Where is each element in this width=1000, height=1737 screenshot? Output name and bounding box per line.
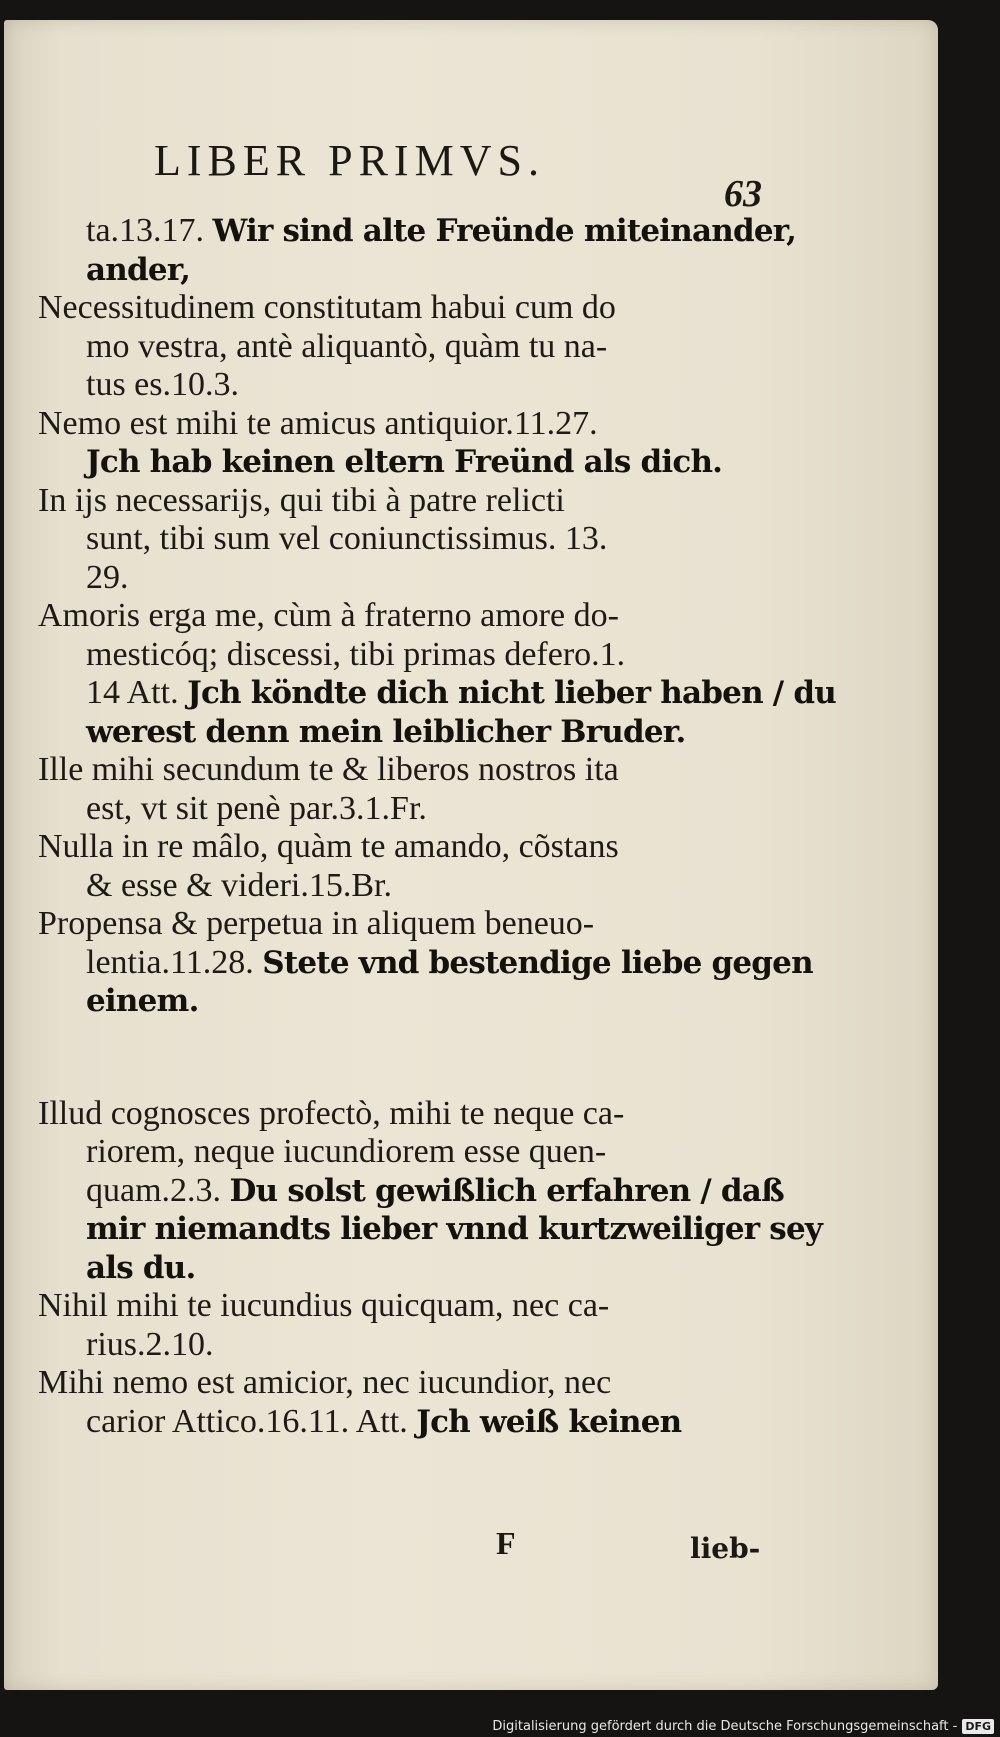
latin-segment: Nihil mihi te iucundius quicquam, nec ca- — [38, 1287, 610, 1324]
latin-segment: 29. — [86, 558, 129, 596]
latin-segment: mesticóq; discessi, tibi primas defero.1. — [86, 635, 626, 673]
running-head: LIBER PRIMVS. — [154, 136, 545, 185]
text-line — [38, 1287, 768, 1326]
folio-number: 63 — [724, 173, 762, 215]
text-line — [38, 674, 836, 713]
text-line — [38, 1171, 784, 1211]
german-fraktur-segment: Stete vnd bestendige liebe gegen — [262, 944, 813, 981]
text-line — [38, 559, 768, 598]
text-line — [38, 1095, 768, 1134]
latin-segment: ta.13.17. — [86, 212, 213, 249]
german-fraktur-segment: Wir sind alte Freünde miteinander, — [212, 213, 797, 249]
text-line — [38, 212, 797, 251]
text-line — [38, 482, 768, 521]
text-line — [38, 1133, 768, 1172]
text-line — [38, 905, 768, 944]
text-line — [38, 251, 768, 290]
text-line — [38, 636, 768, 675]
text-line — [38, 790, 768, 829]
latin-segment: mo vestra, antè aliquantò, quàm tu na- — [86, 327, 608, 365]
text-line — [38, 366, 768, 405]
text-line — [38, 405, 768, 444]
signature-mark: F — [496, 1525, 516, 1561]
text-line — [38, 982, 768, 1021]
text-line — [38, 520, 768, 559]
latin-segment: Illud cognosces profectò, mihi te neque ca- — [38, 1094, 625, 1132]
footer-credit: Digitalisierung gefördert durch die Deutsche Forschungsgemeinschaft - — [492, 1719, 958, 1734]
text-line — [38, 1326, 768, 1365]
german-fraktur-segment: ander, — [86, 251, 191, 288]
german-fraktur-segment: Jch weiß keinen — [416, 1403, 682, 1440]
german-fraktur-segment: mir niemandts lieber vnnd kurtzweiliger sey — [86, 1211, 823, 1247]
latin-segment: sunt, tibi sum vel coniunctissimus. 13. — [86, 520, 608, 557]
text-line — [38, 328, 768, 367]
latin-segment: Propensa & perpetua in aliquem beneuo- — [38, 905, 595, 942]
latin-segment: tus es.10.3. — [86, 366, 239, 403]
text-line — [38, 1364, 768, 1403]
latin-segment: Nulla in re mâlo, quàm te amando, cõstans — [38, 828, 619, 865]
latin-segment: quam.2.3. — [86, 1171, 230, 1209]
latin-segment: riorem, neque iucundiorem esse quen- — [86, 1133, 607, 1170]
german-fraktur-segment: als du. — [86, 1249, 196, 1286]
book-page — [4, 20, 938, 1690]
latin-segment: rius.2.10. — [86, 1325, 214, 1363]
german-fraktur-segment: einem. — [86, 983, 199, 1019]
dfg-logo: DFG — [962, 1719, 994, 1734]
text-line — [38, 289, 768, 328]
latin-segment: & esse & videri.15.Br. — [86, 866, 392, 904]
german-fraktur-segment: Du solst gewißlich erfahren / daß — [229, 1172, 784, 1209]
text-line — [38, 828, 768, 867]
german-fraktur-segment: Jch köndte dich nicht lieber haben / du — [187, 675, 836, 711]
latin-segment: Amoris erga me, cùm à fraterno amore do- — [38, 597, 619, 634]
text-line — [38, 443, 768, 482]
latin-segment: Ille mihi secundum te & liberos nostros ita — [38, 751, 619, 788]
text-line — [38, 867, 768, 906]
latin-segment: Mihi nemo est amicior, nec iucundior, nec — [38, 1364, 612, 1401]
digitization-footer — [492, 1719, 994, 1734]
text-block — [38, 212, 836, 1441]
german-fraktur-segment: Jch hab keinen eltern Freünd als dich. — [86, 444, 723, 480]
latin-segment: lentia.11.28. — [86, 943, 263, 981]
latin-segment: In ijs necessarijs, qui tibi à patre relicti — [38, 481, 565, 519]
text-line — [38, 713, 768, 752]
latin-segment: carior Attico.16.11. Att. — [86, 1402, 417, 1440]
text-line — [38, 1249, 768, 1288]
latin-segment: 14 Att. — [86, 674, 188, 711]
text-line — [38, 1210, 823, 1249]
paragraph-gap — [38, 1021, 768, 1095]
latin-segment: Necessitudinem constitutam habui cum do — [38, 289, 616, 326]
text-line — [38, 1403, 768, 1442]
latin-segment: est, vt sit penè par.3.1.Fr. — [86, 789, 427, 827]
latin-segment: Nemo est mihi te amicus antiquior.11.27. — [38, 404, 598, 442]
text-line — [38, 943, 813, 983]
catchword: lieb- — [690, 1532, 761, 1565]
text-line — [38, 751, 768, 790]
text-line — [38, 597, 768, 636]
german-fraktur-segment: werest denn mein leiblicher Bruder. — [86, 713, 686, 750]
